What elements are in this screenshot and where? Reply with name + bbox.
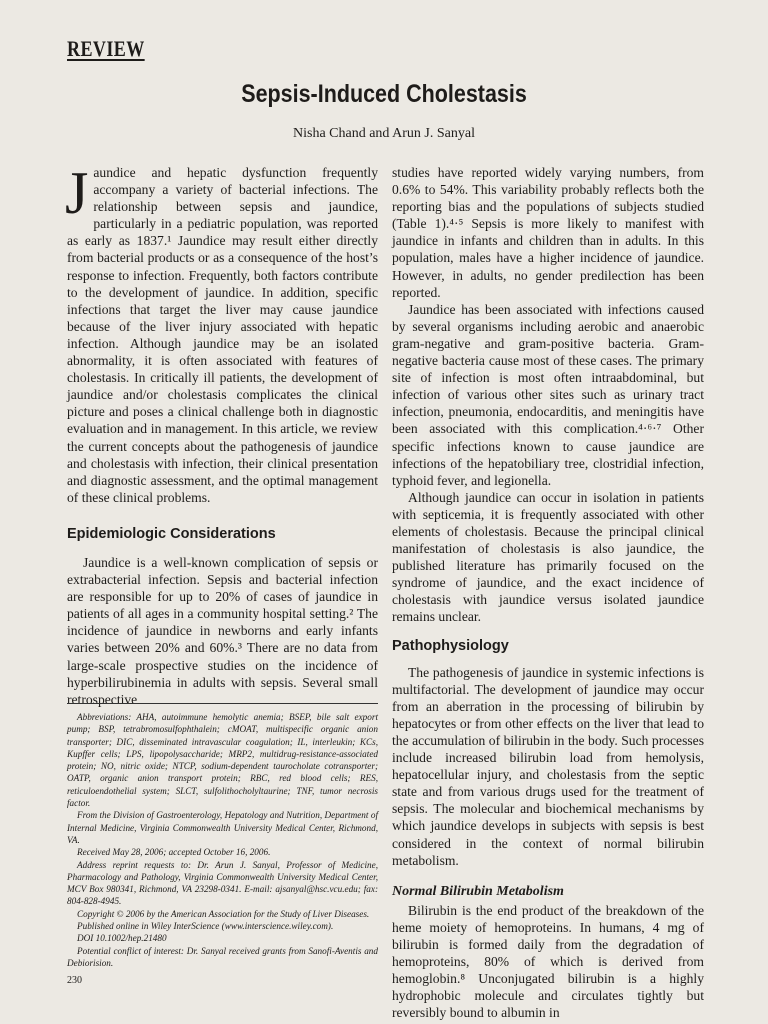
right-paragraph-3: Although jaundice can occur in isolation in patients with septicemia, it is frequently associated with other elements of cholestasis. Because the principal clinical manifestation of cholestasis is also jaundice, the published literature has primarily focused on the syndrome of jaundice, and the exact incidence of cholestasis with jaundice versus isolated jaundice remains unclear. (392, 489, 704, 625)
left-column (65, 160, 378, 708)
footnote-copyright: Copyright © 2006 by the American Association for the Study of Liver Diseases. (77, 908, 370, 919)
right-paragraph-5: Bilirubin is the end product of the breakdown of the heme moiety of hemoproteins. In humans, 4 mg of bilirubin is formed daily from the degradation of hemoproteins, 80% of which is derived from hemoglobin.⁸ Unconjugated bilirubin is a highly hydrophobic molecule and circulates tightly but reversibly bound to albumin in (392, 902, 704, 1021)
article-title (0, 80, 768, 109)
footnote-published: Published online in Wiley InterScience (www.interscience.wiley.com). (77, 921, 334, 932)
article-title-text: Sepsis-Induced Cholestasis (241, 80, 527, 108)
epidemiology-paragraph: Jaundice is a well-known complication of sepsis or extrabacterial infection. Sepsis and bacterial infection are responsible for up to 20% of cases of jaundice in patients of all ages in a community hospital setting.² The incidence of jaundice in newborns and early infants varies between 20% and 60%.³ There are no data from large-scale prospective studies on the incidence of hyperbilirubinemia in adults with sepsis. Several small retrospective (67, 554, 378, 707)
page-number: 230 (67, 975, 82, 986)
footnote-address: Address reprint requests to: Dr. Arun J. Sanyal, Professor of Medicine, Pharmacology and Pathology, Virginia Commonwealth University Medical Center, MCV Box 980341, Richmond, VA 23298-0341. E-mail: ajsanyal@hsc.vcu.edu; fax: 804-828-4945. (67, 859, 378, 907)
bilirubin-heading: Normal Bilirubin Metabolism (392, 883, 564, 899)
footnote-received: Received May 28, 2006; accepted October 16, 2006. (77, 847, 271, 858)
footnote-affiliation: From the Division of Gastroenterology, Hepatology and Nutrition, Department of Internal Medicine, Virginia Commonwealth University Medical Center, Richmond, VA. (67, 810, 378, 845)
authors: Nisha Chand and Arun J. Sanyal (293, 126, 475, 141)
footnote-conflict: Potential conflict of interest: Dr. Sanyal received grants from Sanofi-Aventis and Debiorision. (67, 945, 378, 968)
right-column (392, 164, 704, 1022)
right-paragraph-4: The pathogenesis of jaundice in systemic infections is multifactorial. The development of jaundice may occur from an aberration in the processing of bilirubin by hepatocytes or from other effects on the liver that lead to the accumulation of bilirubin in the body. Such processes include increased bilirubin load from hemolysis, hepatocellular injury, and cholestasis from the septic state and from various drugs used for the treatment of sepsis. The molecular and biochemical mechanisms by which jaundice develops in subjects with sepsis is best considered in the context of normal bilirubin metabolism. (392, 664, 704, 868)
intro-text: aundice and hepatic dysfunction frequently accompany a variety of bacterial infections. The relationship between sepsis and jaundice, particularly in a pediatric population, was reported as early as 1837.¹ Jaundice may result either directly from bacterial products or as a consequence of the host’s response to infection. Frequently, both factors contribute to the development of jaundice. In addition, specific infections that target the liver may cause jaundice because of the liver injury associated with hepatic infection. Although jaundice may be an isolated abnormality, it is often associated with features of cholestasis. In critically ill patients, the development of jaundice and/or cholestasis complicates the clinical picture and poses a clinical challenge both in diagnostic evaluation and in management. In this article, we review the current concepts about the pathogenesis of jaundice and cholestasis with infection, their clinical presentation and diagnostic assessment, and the optimal management of these clinical problems. (67, 165, 378, 505)
footnote-divider (67, 703, 378, 704)
dropcap: J (65, 160, 89, 226)
footnote-abbreviations: Abbreviations: AHA, autoimmune hemolytic anemia; BSEP, bile salt export pump; BSP, tetrabromosulfophthalein; cMOAT, multispecific organic anion transporter; DIC, disseminated intravascular coagulation; IL, interleukin; KCs, Kupffer cells; LPS, lipopolysaccharide; MRP2, multidrug-resistance-associated protein; NO, nitric oxide; NTCP, sodium-dependent taurocholate cotransporter; OATP, organic anion transport protein; RBC, red blood cells; RES, reticuloendothelial system; SLCT, sulfolithocholyltaurine; TNF, tumor necrosis factor. (67, 712, 378, 809)
section-label: REVIEW (67, 36, 145, 61)
footnotes (67, 711, 378, 969)
intro-paragraph (65, 160, 378, 506)
right-paragraph-1: studies have reported widely varying numbers, from 0.6% to 54%. This variability probably reflects both the reporting bias and the populations of subjects studied (Table 1).⁴·⁵ Sepsis is more likely to manifest with jaundice in infants and children than in adults. In this population, males have a higher incidence of jaundice. However, in adults, no gender predilection has been reported. (392, 165, 704, 300)
pathophysiology-heading: Pathophysiology (392, 637, 509, 654)
footnote-doi: DOI 10.1002/hep.21480 (77, 933, 167, 944)
epidemiology-heading: Epidemiologic Considerations (67, 525, 276, 542)
right-paragraph-2: Jaundice has been associated with infections caused by several organisms including aerobic and anaerobic gram-negative and gram-positive bacteria. Gram-negative bacteria cause most of these cases. The primary site of infection is most often intraabdominal, but infection of various other sites such as urinary tract infection, pneumonia, endocarditis, and meningitis have been associated with this complication.⁴·⁶·⁷ Other specific infections known to cause jaundice are infections of the hepatobiliary tree, clostridial infection, typhoid fever, and legionella. (392, 301, 704, 488)
